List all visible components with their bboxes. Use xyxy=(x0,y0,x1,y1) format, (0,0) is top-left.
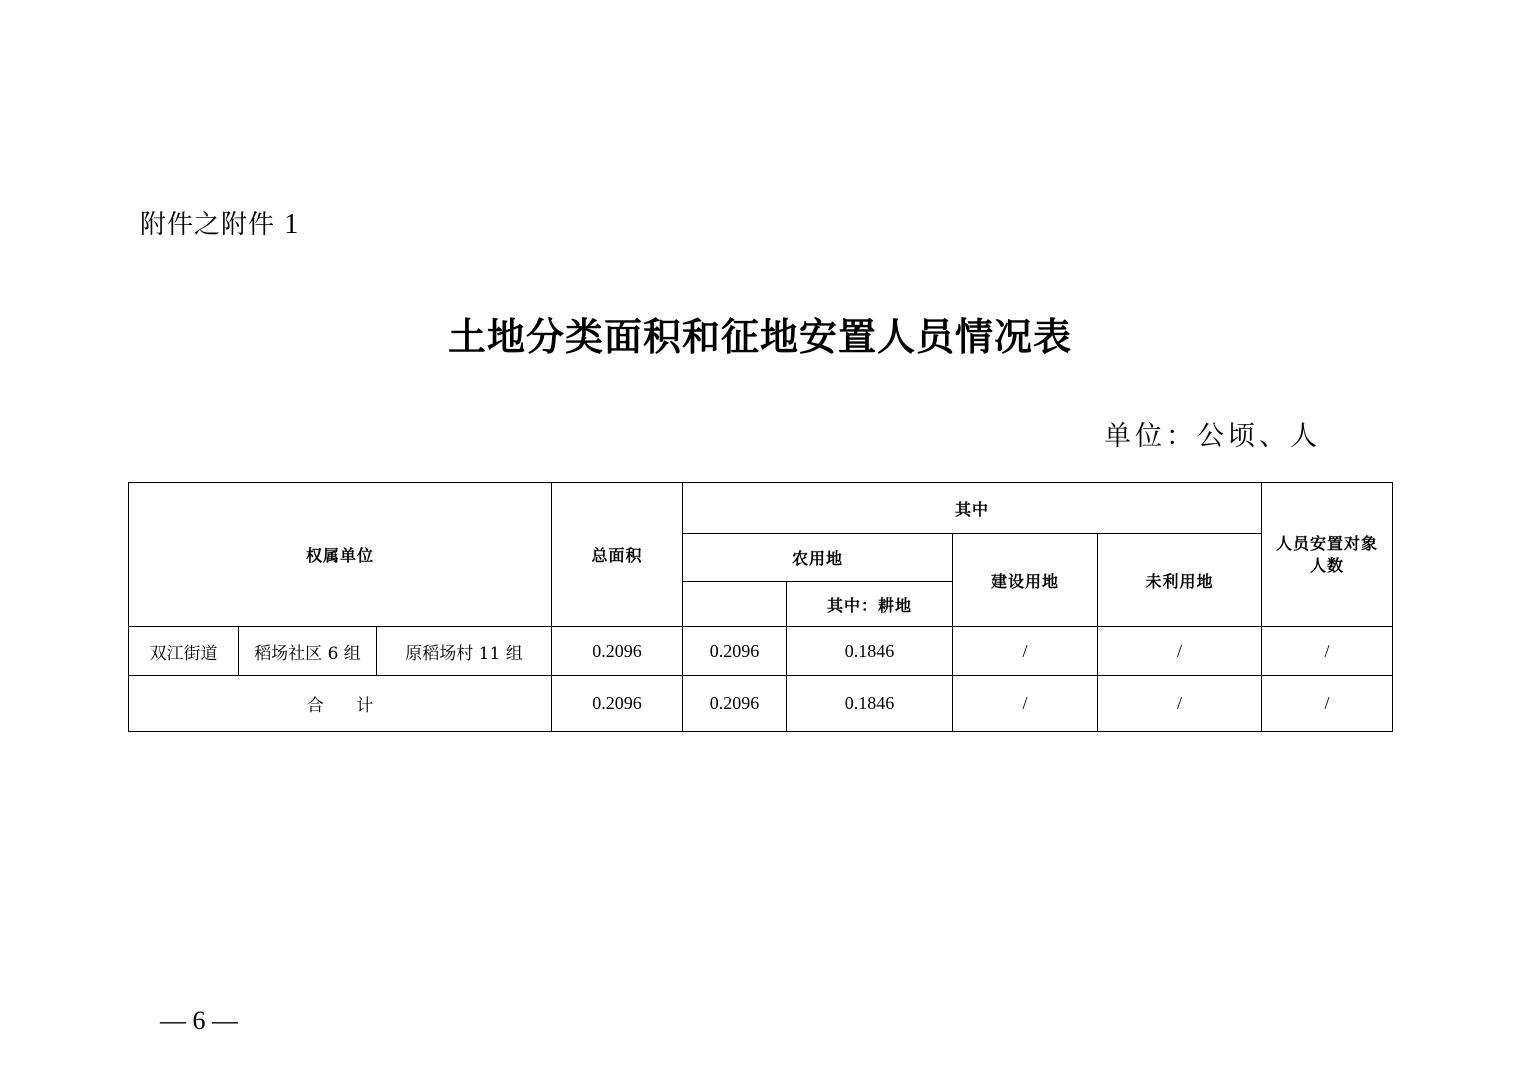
cell-total-area: 0.2096 xyxy=(552,627,683,676)
total-cultivated: 0.1846 xyxy=(787,676,953,732)
header-of-which: 其中 xyxy=(683,483,1262,534)
header-construction: 建设用地 xyxy=(953,534,1098,627)
total-total-area: 0.2096 xyxy=(552,676,683,732)
header-cultivated: 其中：耕地 xyxy=(787,582,953,627)
header-row-1 xyxy=(129,483,1393,534)
header-resettled-people-cell xyxy=(1262,483,1393,627)
total-agricultural: 0.2096 xyxy=(683,676,787,732)
cell-construction: / xyxy=(953,627,1098,676)
cell-unused: / xyxy=(1098,627,1262,676)
attachment-label xyxy=(140,204,299,241)
cell-cultivated: 0.1846 xyxy=(787,627,953,676)
land-table xyxy=(128,482,1393,732)
header-agricultural-blank xyxy=(683,582,787,627)
total-label: 合 计 xyxy=(129,676,552,732)
header-agricultural: 农用地 xyxy=(683,534,953,582)
page-title: 土地分类面积和征地安置人员情况表 xyxy=(447,314,1072,359)
total-people: / xyxy=(1262,676,1393,732)
unit-note: 单位：公顷、人 xyxy=(1104,421,1321,452)
header-resettled-people: 人员安置对象人数 xyxy=(1276,533,1379,575)
header-unused: 未利用地 xyxy=(1098,534,1262,627)
total-row xyxy=(129,676,1393,732)
cell-village: 原稻场村 11 组 xyxy=(377,627,552,676)
total-unused: / xyxy=(1098,676,1262,732)
header-total-area: 总面积 xyxy=(552,483,683,627)
attachment-label-text: 附件之附件 xyxy=(140,210,276,240)
cell-people: / xyxy=(1262,627,1393,676)
header-owner: 权属单位 xyxy=(129,483,552,627)
cell-agricultural: 0.2096 xyxy=(683,627,787,676)
cell-street: 双江街道 xyxy=(129,627,239,676)
total-construction: / xyxy=(953,676,1098,732)
table-row xyxy=(129,627,1393,676)
attachment-number: 1 xyxy=(284,209,300,240)
page-number: — 6 — xyxy=(160,1006,238,1035)
cell-community: 稻场社区 6 组 xyxy=(239,627,377,676)
